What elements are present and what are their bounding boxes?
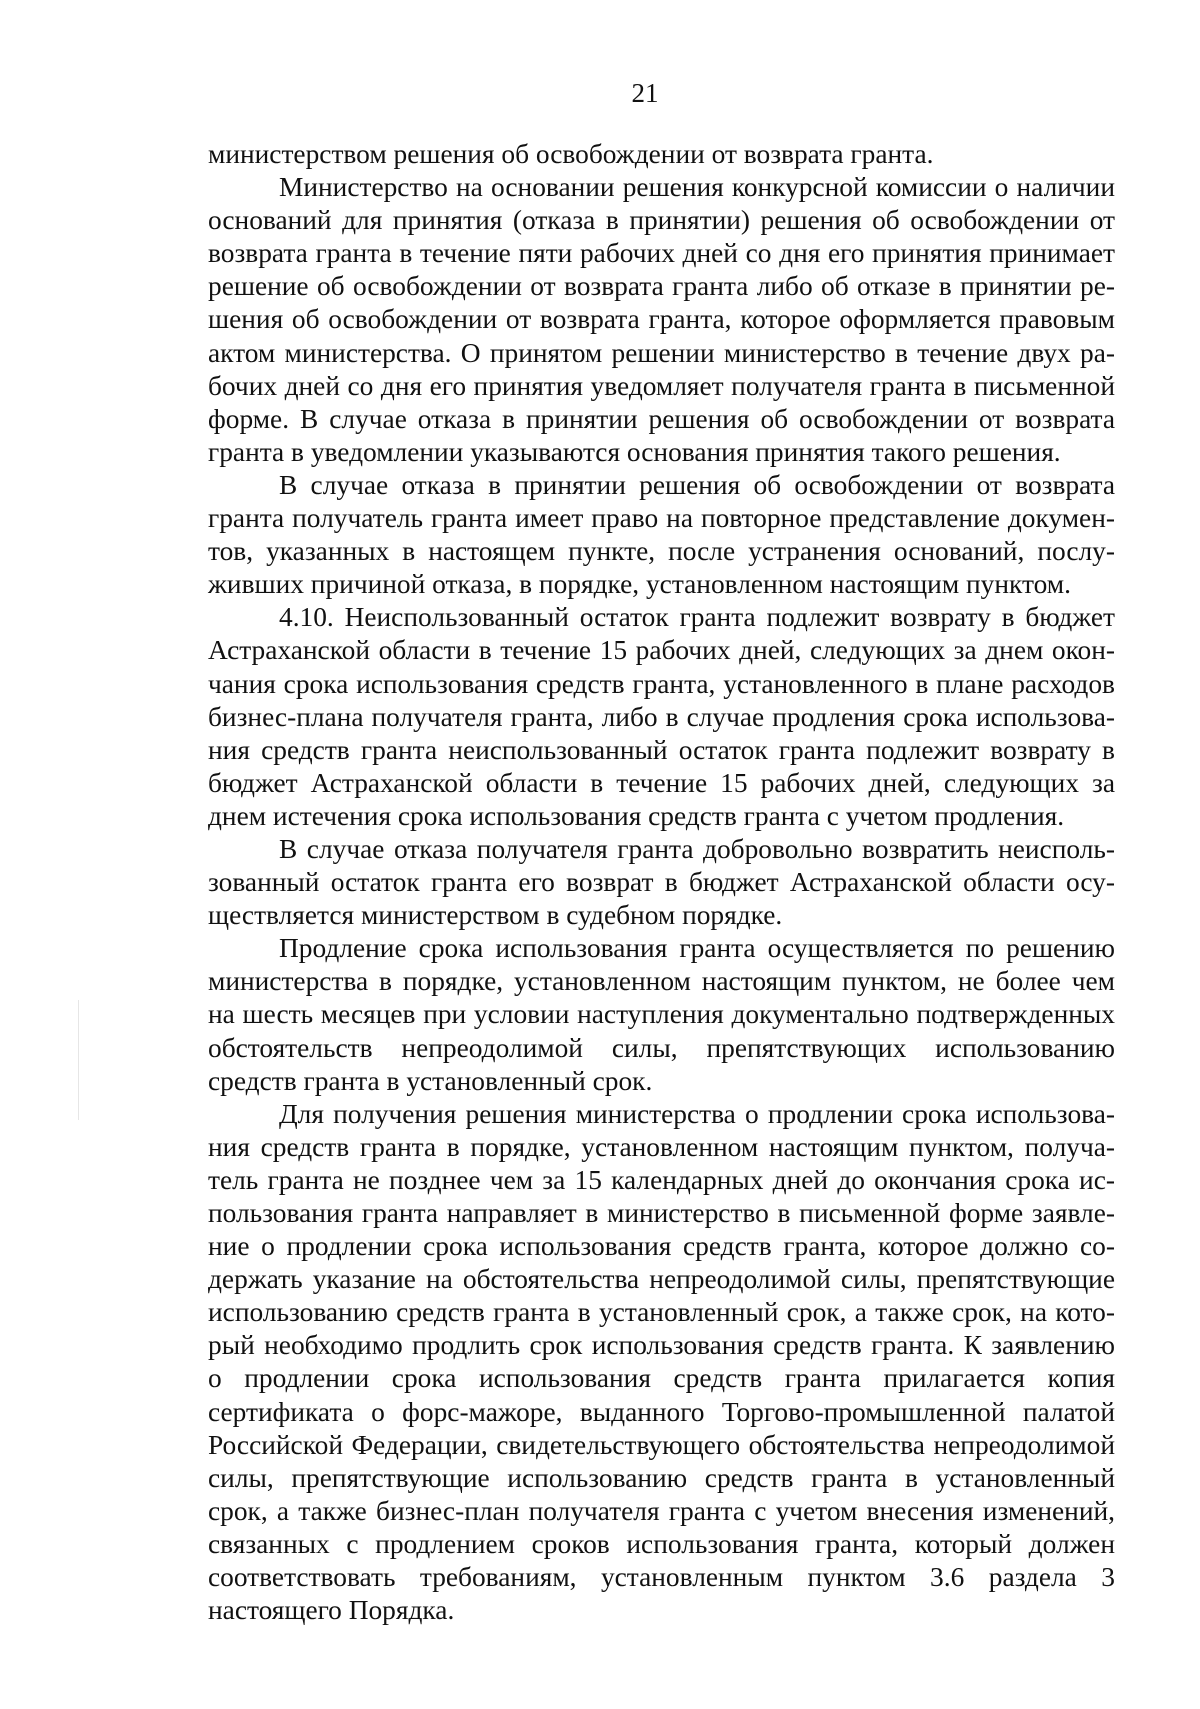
paragraph-continued: министерством решения об освобождении от возврата гранта. [208, 139, 934, 169]
paragraph-ministry-decision: Министерство на основании решения конкурсной комиссии о наличии оснований для принятия (отказа в принятии) решения об освобождении от возврата гранта в течение пяти рабочих дней со дня его принятия принимает решение об освобождении от возврата гранта либо об отказе в принятии решения об освобождении от возврата гранта, которое оформляется правовым актом министерства. О принятом решении министерство в течение двух рабочих дней со дня его принятия уведомляет получателя гранта в письменной форме. В случае отказа в принятии решения об освобождении от возврата гранта в уведомлении указываются основания принятия такого решения. [208, 172, 1115, 467]
page-number: 21 [631, 78, 659, 108]
paragraph-4-10-unused-balance: 4.10. Неиспользованный остаток гранта подлежит возврату в бюджет Астраханской области в течение 15 рабочих дней, следующих за днем окончания срока использования средств гранта, установленного в плане расходов бизнес-плана получателя гранта, либо в случае продления срока использования средств гранта неиспользованный остаток гранта подлежит возврату в бюджет Астраханской области в течение 15 рабочих дней, следующих за днем истечения срока использования средств гранта с учетом продления. [208, 602, 1115, 831]
paragraph-extension-application: Для получения решения министерства о продлении срока использования средств гранта в порядке, установленном настоящим пунктом, получатель гранта не позднее чем за 15 календарных дней до окончания срока использования гранта направляет в министерство в письменной форме заявление о продлении срока использования средств гранта, которое должно содержать указание на обстоятельства непреодолимой силы, препятствующие использованию средств гранта в установленный срок, а также срок, на который необходимо продлить срок использования средств гранта. К заявлению о продлении срока использования средств гранта прилагается копия сертификата о форс-мажоре, выданного Торгово-промышленной палатой Российской Федерации, свидетельствующего обстоятельства непреодолимой силы, препятствующие использованию средств гранта в установленный срок, а также бизнес-план получателя гранта с учетом внесения изменений, связанных с продлением сроков использования гранта, который должен соответствовать требованиям, установленным пунктом 3.6 раздела 3 настоящего Порядка. [208, 1098, 1115, 1626]
paragraph-refusal-resubmission: В случае отказа в принятии решения об освобождении от возврата гранта получатель гранта имеет право на повторное представление документов, указанных в настоящем пункте, после устранения оснований, послуживших причиной отказа, в порядке, установленном настоящим пунктом. [208, 469, 1115, 600]
body-text [208, 138, 1115, 1627]
scan-margin-mark [78, 1000, 79, 1120]
paragraph-term-extension: Продление срока использования гранта осуществляется по решению министерства в порядке, установленном настоящим пунктом, не более чем на шесть месяцев при условии наступления документально подтвержденных обстоятельств непреодолимой силы, препятствующих использованию средств гранта в установленный срок. [208, 933, 1115, 1096]
paragraph-judicial-return: В случае отказа получателя гранта добровольно возвратить неиспользованный остаток гранта его возврат в бюджет Астраханской области осуществляется министерством в судебном порядке. [208, 833, 1115, 931]
